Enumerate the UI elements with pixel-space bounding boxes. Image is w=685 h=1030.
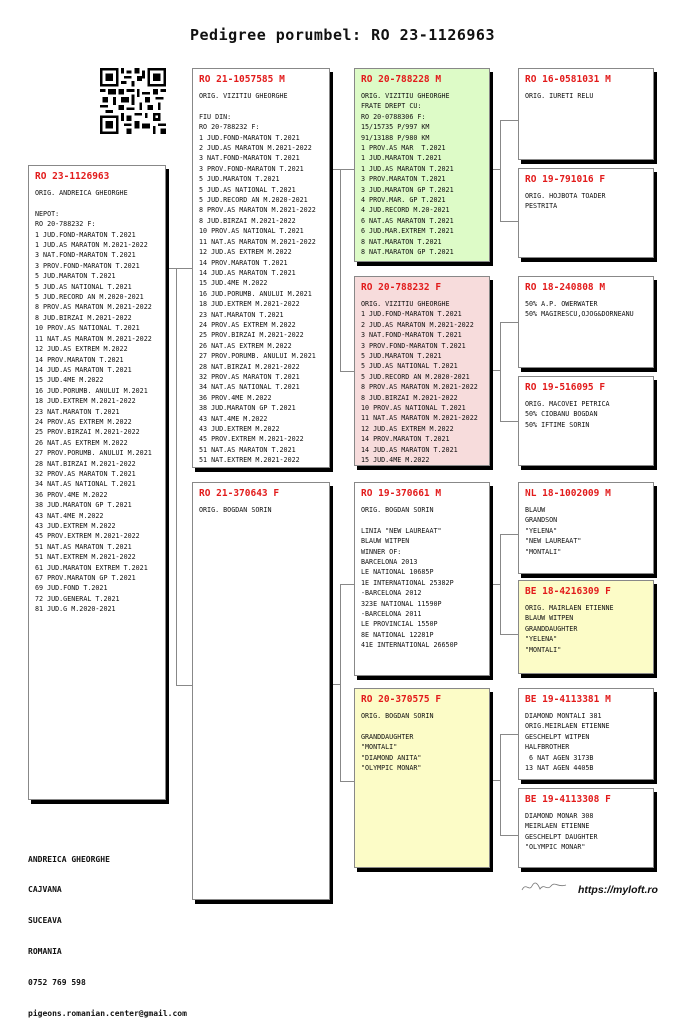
pedigree-line: FRATE DREPT CU: [361, 102, 422, 111]
ring-number: RO 20-788232 F [361, 282, 442, 293]
pedigree-line: 51 NAT.AS MARATON T.2021 [35, 542, 132, 551]
pedigree-line: 15 JUD.4ME M.2022 [361, 456, 430, 465]
pedigree-line: 13 NAT AGEN 4405B [525, 764, 594, 773]
connector-line [500, 534, 519, 635]
pedigree-line: LE PROVINCIAL 1550P [361, 620, 438, 629]
ring-number: RO 21-370643 F [199, 488, 280, 499]
pedigree-line: ORIG. BOGDAN SORIN [361, 506, 434, 514]
pedigree-line: "NEW LAUREAAT" [525, 537, 582, 546]
pedigree-line [361, 515, 485, 525]
ring-number: RO 16-0581031 M [525, 74, 611, 85]
pedigree-line: 5 JUD.AS NATIONAL T.2021 [35, 282, 132, 291]
pedigree-line: 15 JUD.4ME M.2022 [199, 279, 268, 288]
pedigree-line: 3 JUD.MARATON GP T.2021 [361, 185, 454, 194]
dsd-card [518, 580, 654, 674]
pedigree-line: 72 JUD.GENERAL T.2021 [35, 594, 120, 603]
pedigree-line: 3 NAT.FOND-MARATON T.2021 [199, 154, 300, 163]
pedigree-line: 8 PROV.AS MARATON M.2021-2022 [35, 303, 152, 312]
pedigree-line: 15 JUD.4ME M.2022 [35, 376, 104, 385]
pedigree-line: 3 PROV.FOND-MARATON T.2021 [361, 341, 466, 350]
pedigree-line: 8 PROV.AS MARATON M.2021-2022 [361, 383, 478, 392]
pedigree-line: RO 20-0788306 F: [361, 112, 426, 121]
pedigree-line: 1 JUD.FOND-MARATON T.2021 [35, 230, 136, 239]
pedigree-line: ORIG. VIZITIU GHEORGHE [199, 92, 288, 100]
pedigree-line: 8 PROV.AS MARATON M.2021-2022 [199, 206, 316, 215]
breeder-locality: CAJVANA [28, 885, 62, 895]
pedigree-line: 27 PROV.PORUMB. ANULUI M.2021 [199, 352, 316, 361]
pedigree-line: "MONTALI" [361, 743, 398, 752]
pedigree-line: 32 PROV.AS MARATON T.2021 [199, 372, 300, 381]
pedigree-line: BLAUW [525, 506, 546, 514]
sire-sire-card [354, 68, 490, 262]
pedigree-line: "OLYMPIC MONAR" [525, 843, 586, 852]
pedigree-line: DIAMOND MONTALI 381 [525, 712, 602, 720]
pedigree-line: 1 JUD.AS MARATON M.2021-2022 [35, 241, 148, 250]
pedigree-line: 5 JUD.MARATON T.2021 [199, 175, 280, 184]
pedigree-line: 38 JUD.MARATON GP T.2021 [35, 501, 132, 510]
ring-number: NL 18-1002009 M [525, 488, 611, 499]
pedigree-line: 28 NAT.BIRZAI M.2021-2022 [35, 459, 136, 468]
ring-number: RO 19-791016 F [525, 174, 606, 185]
pedigree-line: 12 JUD.AS EXTREM M.2022 [35, 345, 128, 354]
connector-line [500, 322, 519, 422]
pedigree-line: ORIG. MACOVEI PETRICA [525, 400, 610, 408]
pedigree-line: RO 20-788232 F: [199, 123, 260, 132]
ring-number: RO 19-370661 M [361, 488, 442, 499]
breeder-county: SUCEAVA [28, 916, 62, 926]
breeder-contact [28, 834, 187, 1030]
pedigree-line: 28 NAT.BIRZAI M.2021-2022 [199, 362, 300, 371]
connector-line [330, 169, 340, 170]
pedigree-line: 8E NATIONAL 12281P [361, 630, 434, 639]
connector-line [490, 584, 500, 585]
pedigree-line: 2 JUD.AS MARATON M.2021-2022 [361, 320, 474, 329]
ring-number: BE 18-4216309 F [525, 586, 611, 597]
connector-line [330, 684, 340, 685]
pedigree-line: DIAMOND MONAR 308 [525, 812, 594, 820]
pedigree-line: 41E INTERNATIONAL 26650P [361, 641, 458, 650]
pedigree-line: 50% MAGIRESCU,OJOG&DORNEANU [525, 310, 634, 319]
pedigree-line: 10 PROV.AS NATIONAL T.2021 [35, 324, 140, 333]
pedigree-line: PESTRITA [525, 202, 558, 211]
pedigree-line: 8 NAT.MARATON T.2021 [361, 237, 442, 246]
pedigree-line: 45 PROV.EXTREM M.2021-2022 [199, 435, 304, 444]
pedigree-line: ORIG. HOJBOTA TOADER [525, 192, 606, 200]
pedigree-line: "YELENA" [525, 635, 558, 644]
pedigree-line [35, 198, 161, 208]
pedigree-line: 32 PROV.AS MARATON T.2021 [35, 469, 136, 478]
pedigree-line: 23 NAT.MARATON T.2021 [35, 407, 120, 416]
connector-line [490, 169, 500, 170]
pedigree-line: BLAUW WITPEN [525, 614, 574, 623]
pedigree-line: LE NATIONAL 10685P [361, 568, 434, 577]
pedigree-line: 51 NAT.AS MARATON T.2021 [199, 445, 296, 454]
pedigree-line: 61 JUD.MARATON EXTREM T.2021 [35, 563, 148, 572]
pedigree-line: 27 PROV.PORUMB. ANULUI M.2021 [35, 449, 152, 458]
pedigree-line: 81 JUD.G M.2020-2021 [35, 605, 116, 614]
ring-number: RO 23-1126963 [35, 171, 110, 182]
pedigree-line: 3 NAT.FOND-MARATON T.2021 [361, 331, 462, 340]
pedigree-line: ORIG. VIZITIU GHEORGHE [361, 92, 450, 100]
pedigree-line: 1 PROV.AS MAR T.2021 [361, 144, 446, 153]
pedigree-line: RO 20-788232 F: [35, 220, 96, 229]
pedigree-line: 4 PROV.MAR. GP T.2021 [361, 196, 446, 205]
pedigree-line: 1 JUD.MARATON T.2021 [361, 154, 442, 163]
pedigree-line: ORIG. IURETI RELU [525, 92, 594, 100]
pedigree-line: 11 NAT.AS MARATON M.2021-2022 [35, 334, 152, 343]
pedigree-line: HALFBROTHER [525, 743, 570, 752]
pedigree-line: 43 JUD.EXTREM M.2022 [35, 522, 116, 530]
pedigree-line: 50% CIOBANU BOGDAN [525, 410, 598, 419]
pedigree-line: 5 JUD.RECORD AN M.2020-2021 [199, 196, 308, 205]
pedigree-line: 50% A.P. OWERWATER [525, 300, 598, 308]
connector-line [490, 370, 500, 371]
connector-line [490, 780, 500, 781]
pedigree-line: FIU DIN: [199, 112, 232, 121]
pedigree-line: 26 NAT.AS EXTREM M.2022 [35, 438, 128, 447]
dam-card [192, 482, 330, 900]
pedigree-line: 16 JUD.PORUMB. ANULUI M.2021 [199, 289, 312, 298]
pedigree-line: 8 NAT.MARATON GP T.2021 [361, 248, 454, 257]
pedigree-line: 67 PROV.MARATON GP T.2021 [35, 574, 136, 583]
pedigree-line: 14 PROV.MARATON T.2021 [35, 355, 124, 364]
connector-line [340, 169, 355, 372]
pedigree-line: 43 JUD.EXTREM M.2022 [199, 425, 280, 433]
pedigree-line: 5 JUD.AS NATIONAL T.2021 [361, 362, 458, 371]
pedigree-line: 1 JUD.FOND-MARATON T.2021 [361, 310, 462, 319]
pedigree-line: ORIG. VIZITIU GHEORGHE [361, 300, 450, 308]
breeder-name: ANDREICA GHEORGHE [28, 854, 110, 864]
pedigree-line: 25 PROV.BIRZAI M.2021-2022 [199, 331, 304, 340]
pedigree-line: 6 NAT.AS MARATON T.2021 [361, 216, 454, 225]
pedigree-line: 38 JUD.MARATON GP T.2021 [199, 404, 296, 413]
pedigree-line: 16 JUD.PORUMB. ANULUI M.2021 [35, 386, 148, 395]
pedigree-line: MEIRLAEN ETIENNE [525, 822, 590, 831]
pedigree-line: 3 PROV.MARATON T.2021 [361, 175, 446, 184]
pedigree-line: BARCELONA 2013 [361, 558, 418, 567]
pedigree-line: 4 JUD.RECORD M.20-2021 [361, 206, 450, 215]
breeder-email[interactable]: pigeons.romanian.center@gmail.com [28, 1009, 187, 1019]
pedigree-line: 51 NAT.EXTREM M.2021-2022 [199, 456, 300, 465]
pedigree-line: 26 NAT.AS EXTREM M.2022 [199, 341, 292, 350]
ring-number: RO 21-1057585 M [199, 74, 285, 85]
pedigree-line: 5 JUD.MARATON T.2021 [361, 352, 442, 361]
pedigree-line: 14 JUD.AS MARATON T.2021 [35, 365, 132, 374]
pedigree-line: "OLYMPIC MONAR" [361, 764, 422, 773]
pedigree-line [361, 721, 485, 731]
connector-line [166, 268, 176, 269]
pedigree-line: -BARCELONA 2012 [361, 589, 422, 598]
pedigree-line: 2 JUD.AS MARATON M.2021-2022 [199, 144, 312, 153]
pedigree-line: ORIG. MAIRLAEN ETIENNE [525, 604, 614, 612]
pedigree-line: 6 NAT AGEN 3173B [525, 753, 594, 762]
pedigree-line: 5 JUD.MARATON T.2021 [35, 272, 116, 281]
breeder-country: ROMANIA [28, 947, 62, 957]
ring-number: RO 19-516095 F [525, 382, 606, 393]
pedigree-line: 14 PROV.MARATON T.2021 [199, 258, 288, 267]
dss-card [518, 482, 654, 574]
pedigree-line: ORIG. BOGDAN SORIN [199, 506, 272, 514]
pedigree-line: 323E NATIONAL 11590P [361, 599, 442, 608]
pedigree-line: 43 NAT.4ME M.2022 [199, 414, 268, 423]
pedigree-line: GESCHELPT DAUGHTER [525, 832, 598, 841]
pedigree-line: 6 JUD.MAR.EXTREM T.2021 [361, 227, 454, 236]
dam-dam-card [354, 688, 490, 868]
pedigree-line: 12 JUD.AS EXTREM M.2022 [199, 248, 292, 257]
pedigree-line: 15/15735 P/997 KM [361, 123, 430, 132]
pedigree-line: 25 PROV.BIRZAI M.2021-2022 [35, 428, 140, 437]
pedigree-line: BLAUW WITPEN [361, 537, 410, 546]
pedigree-line: ORIG. ANDREICA GHEORGHE [35, 189, 128, 197]
pedigree-line: "YELENA" [525, 526, 558, 535]
pedigree-line: "MONTALI" [525, 645, 562, 654]
sire-dam-card [354, 276, 490, 466]
pedigree-line: 11 NAT.AS MARATON M.2021-2022 [199, 237, 316, 246]
pedigree-line: 43 NAT.4ME M.2022 [35, 511, 104, 520]
pedigree-line: 8 JUD.BIRZAI M.2021-2022 [199, 216, 296, 225]
qr-code-icon [100, 68, 166, 134]
ring-number: RO 18-240808 M [525, 282, 606, 293]
pedigree-line: LINIA "NEW LAUREAAT" [361, 526, 442, 535]
pedigree-line: GRANDDAUGHTER [361, 732, 414, 741]
pedigree-line: 1 JUD.AS MARATON T.2021 [361, 164, 454, 173]
breeder-phone: 0752 769 598 [28, 978, 86, 988]
sds-card [518, 276, 654, 368]
dds-card [518, 688, 654, 780]
pedigree-line: 91/13188 P/980 KM [361, 133, 430, 142]
pedigree-line: 10 PROV.AS NATIONAL T.2021 [361, 404, 466, 413]
pedigree-line: 18 JUD.EXTREM M.2021-2022 [199, 300, 300, 309]
pedigree-line: 1 JUD.FOND-MARATON T.2021 [199, 133, 300, 142]
pedigree-line: NEPOT: [35, 209, 60, 218]
pedigree-line: 50% IFTIME SORIN [525, 420, 590, 429]
ssd-card [518, 168, 654, 258]
pedigree-line: 10 PROV.AS NATIONAL T.2021 [199, 227, 304, 236]
website-link[interactable]: https://myloft.ro [578, 884, 658, 896]
pedigree-line: "MONTALI" [525, 547, 562, 556]
pedigree-line: 3 PROV.FOND-MARATON T.2021 [199, 164, 304, 173]
ring-number: BE 19-4113381 M [525, 694, 611, 705]
pedigree-line: 11 NAT.AS MARATON M.2021-2022 [361, 414, 478, 423]
pedigree-line: ORIG. BOGDAN SORIN [361, 712, 434, 720]
pedigree-line: 14 PROV.MARATON T.2021 [361, 435, 450, 444]
ring-number: RO 20-370575 F [361, 694, 442, 705]
connector-line [176, 268, 193, 686]
pedigree-line: 45 PROV.EXTREM M.2021-2022 [35, 532, 140, 541]
pedigree-line: GRANDDAUGHTER [525, 624, 578, 633]
pedigree-line: GRANDSON [525, 516, 558, 525]
pedigree-line: 14 JUD.AS MARATON T.2021 [361, 445, 458, 454]
pedigree-line: 34 NAT.AS NATIONAL T.2021 [35, 480, 136, 489]
connector-line [500, 734, 519, 836]
sire-card [192, 68, 330, 468]
pedigree-line [199, 101, 325, 111]
pedigree-line: 12 JUD.AS EXTREM M.2022 [361, 424, 454, 433]
pedigree-line: 51 NAT.EXTREM M.2021-2022 [35, 553, 136, 562]
ring-number: RO 20-788228 M [361, 74, 442, 85]
pedigree-line: 5 JUD.RECORD AN M.2020-2021 [361, 372, 470, 381]
pedigree-line: 5 JUD.AS NATIONAL T.2021 [199, 185, 296, 194]
pedigree-line: 1E INTERNATIONAL 25382P [361, 578, 454, 587]
pedigree-line: 34 NAT.AS NATIONAL T.2021 [199, 383, 300, 392]
pedigree-line: 36 PROV.4ME M.2022 [199, 393, 272, 402]
pedigree-line: 5 JUD.RECORD AN M.2020-2021 [35, 293, 144, 302]
pedigree-line: 18 JUD.EXTREM M.2021-2022 [35, 397, 136, 406]
dam-sire-card [354, 482, 490, 676]
subject-card [28, 165, 166, 800]
signature-icon [520, 880, 568, 894]
pedigree-line: "DIAMOND ANITA" [361, 753, 422, 762]
pedigree-line: WINNER OF: [361, 547, 402, 556]
pedigree-line: 24 PROV.AS EXTREM M.2022 [199, 320, 296, 329]
ddd-card [518, 788, 654, 868]
pedigree-line: 24 PROV.AS EXTREM M.2022 [35, 417, 132, 426]
pedigree-line: 8 JUD.BIRZAI M.2021-2022 [35, 313, 132, 322]
connector-line [500, 120, 519, 222]
pedigree-line: 3 NAT.FOND-MARATON T.2021 [35, 251, 136, 260]
pedigree-line: 69 JUD.FOND T.2021 [35, 584, 108, 593]
pedigree-line: GESCHELPT WITPEN [525, 732, 590, 741]
sss-card [518, 68, 654, 160]
pedigree-line: 3 PROV.FOND-MARATON T.2021 [35, 261, 140, 270]
sdd-card [518, 376, 654, 466]
pedigree-line: ORIG.MEIRLAEN ETIENNE [525, 722, 610, 731]
pedigree-line: 36 PROV.4ME M.2022 [35, 490, 108, 499]
ring-number: BE 19-4113308 F [525, 794, 611, 805]
pedigree-line: 8 JUD.BIRZAI M.2021-2022 [361, 393, 458, 402]
pedigree-line: -BARCELONA 2011 [361, 610, 422, 619]
connector-line [340, 584, 355, 782]
pedigree-line: 14 JUD.AS MARATON T.2021 [199, 268, 296, 277]
pedigree-line: 23 NAT.MARATON T.2021 [199, 310, 284, 319]
page-title: Pedigree porumbel: RO 23-1126963 [190, 26, 495, 44]
